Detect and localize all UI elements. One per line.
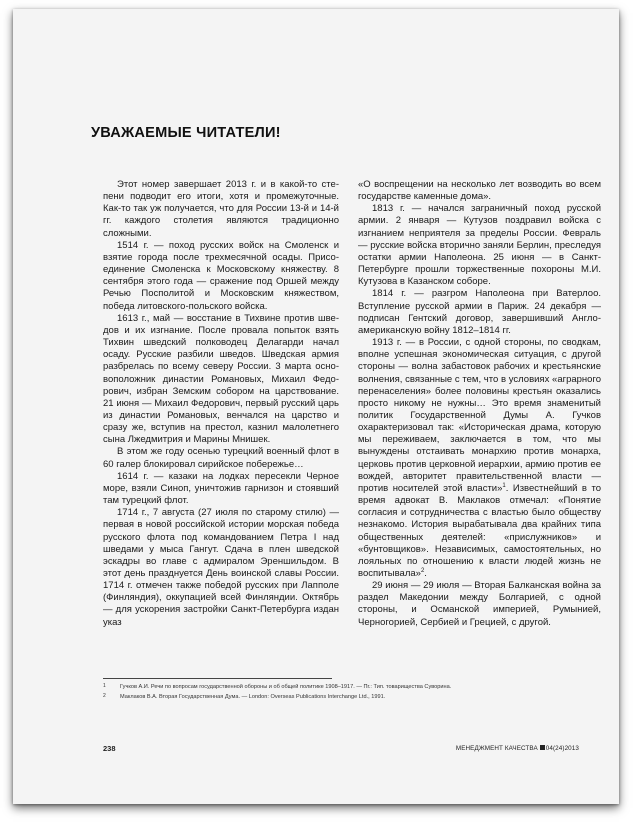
footnote-text: Гучков А.И. Речи по вопросам государственной обороны и об общей политике 1908–1917. — Пг.: Тип. товарищества Суворина.	[120, 684, 452, 690]
paragraph-1714: 1714 г., 7 августа (27 июля по старому стилю) — первая в новой российской истории морская победа русского флота под командованием Петра I над шведами у мыса Гангут. Сдача в плен шведской эскадры во главе с адмиралом Эреншильдом. В этот день празднуется День воинской славы России. 1714 г. отмечен также победой русских при Лапполе (Финляндия), оккупацией всей Финляндии. Октябрь — для ускорения застройки Санкт-Петербурга издан указ	[103, 507, 339, 628]
page-title: УВАЖАЕМЫЕ ЧИТАТЕЛИ!	[91, 125, 281, 141]
journal-footer	[456, 745, 579, 752]
issue-number: 04(24)2013	[545, 745, 579, 752]
paragraph-1913-part-c: .	[424, 568, 427, 579]
journal-name: МЕНЕДЖМЕНТ КАЧЕСТВА	[455, 745, 538, 752]
document-page	[13, 9, 619, 804]
paragraph-1813: 1813 г. — начался заграничный поход русской армии. 2 января — Кутузов поздравил войска с изгнанием неприятеля за пределы России. Февраль — русские войска вторично заняли Берлин, преследуя остатки армии Наполеона. 25 июня — в Санкт-Петербурге прошли торжественные похороны М.И. Кутузова в Казанском соборе.	[358, 203, 601, 288]
footnote-divider	[103, 678, 332, 679]
paragraph-intro: Этот номер завершает 2013 г. и в какой-то степени подводит его итоги, хотя и промежуточные. Как-то так уж получается, что для России 13-й и 14-й гг. каждого столетия являются традиционно сложными.	[103, 179, 339, 239]
paragraph-1614: 1614 г. — казаки на лодках пересекли Черное море, взяли Синоп, уничтожив гарнизон и стоявший там турецкий флот.	[103, 470, 339, 507]
footnote-text: Маклаков В.А. Вторая Государственная Дума. — London: Overseas Publications Interchange Ltd., 1991.	[120, 693, 386, 700]
paragraph-1913-part-a: 1913 г. — в России, с одной стороны, по сводкам, вполне успешная экономическая ситуация, с другой стороны — волна забастовок рабочих и крестьянские волнения, связанные с тем, что в условиях «аграрного перенаселения» более половины крестьян оказались просто никому не нужны… Это время знаменитый политик Государственной Думы А. Гучков охарактеризовал так: «Историческая драма, которую мы переживаем, заключается в том, что мы вынуждены отстаивать монархию против монарха, церковь против церковной иерархии, армию против ее вождей, авторитет правительственной власти — против носителей этой власти»	[358, 337, 601, 494]
paragraph-1613-autumn: В этом же году осенью турецкий военный флот в 60 галер блокировал сирийское побережье…	[103, 446, 339, 470]
paragraph-1814: 1814 г. — разгром Наполеона при Ватерлоо. Вступление русской армии в Париж. 24 декабря — подписан Гентский договор, завершивший Англо-американскую войну 1812–1814 гг.	[358, 288, 601, 336]
footnotes	[103, 683, 583, 702]
paragraph-balkan-war: 29 июня — 29 июля — Вторая Балканская война за раздел Македонии между Болгарией, с одной стороны, и Османской империей, Румынией, Черногорией, Сербией и Грецией, с другой.	[358, 580, 601, 628]
footnote-number: 2	[103, 692, 106, 699]
left-column	[103, 179, 339, 629]
paragraph-1613: 1613 г., май — восстание в Тихвине против шведов и их изгнание. После провала попыток взять Тихвин шведский полководец Делагарди начал осаду. Русские разбили шведов. Шведская армия разбрелась по всему северу России. 3 марта основоположник династии Романовых, Михаил Федорович, избран Земским собором на царствование. 21 июня — Михаил Федорович, первый русский царь из династии Романовых, венчался на царство и сразу же, вступив на престол, казнил малолетнего сына Лжедмитрия и Марины Мнишек.	[103, 312, 339, 446]
page-number: 238	[103, 744, 116, 753]
right-column	[358, 179, 601, 629]
footnote-2	[103, 693, 583, 703]
square-separator-icon	[540, 745, 545, 750]
footnote-1	[103, 683, 583, 693]
paragraph-1913-part-b: . Известнейший в то время адвокат В. Маклаков отмечал: «Понятие согласия и сотрудничества с властью было обществу незнакомо. История вырабатывала два крайних типа общественных деятелей: «прислужников» и «бунтовщиков». Независимых, самостоятельных, но лояльных по отношению к власти людей жизнь не воспитывала»	[358, 482, 601, 579]
paragraph-1913	[358, 337, 601, 580]
footnote-number: 1	[103, 683, 106, 689]
footnote-ref-1[interactable]: 1	[502, 482, 506, 489]
paragraph-decree-continued: «О воспрещении на несколько лет возводить во всем государстве каменные дома».	[358, 179, 601, 203]
footnote-ref-2[interactable]: 2	[420, 567, 425, 574]
paragraph-1514: 1514 г. — поход русских войск на Смоленск и взятие города после трехмесячной осады. Присоединение Смоленска к Московскому княжеству. 8 сентября этого года — сражение под Оршей между Речью Посполитой и Московским княжеством, победа литовского-польского войска.	[103, 239, 339, 312]
